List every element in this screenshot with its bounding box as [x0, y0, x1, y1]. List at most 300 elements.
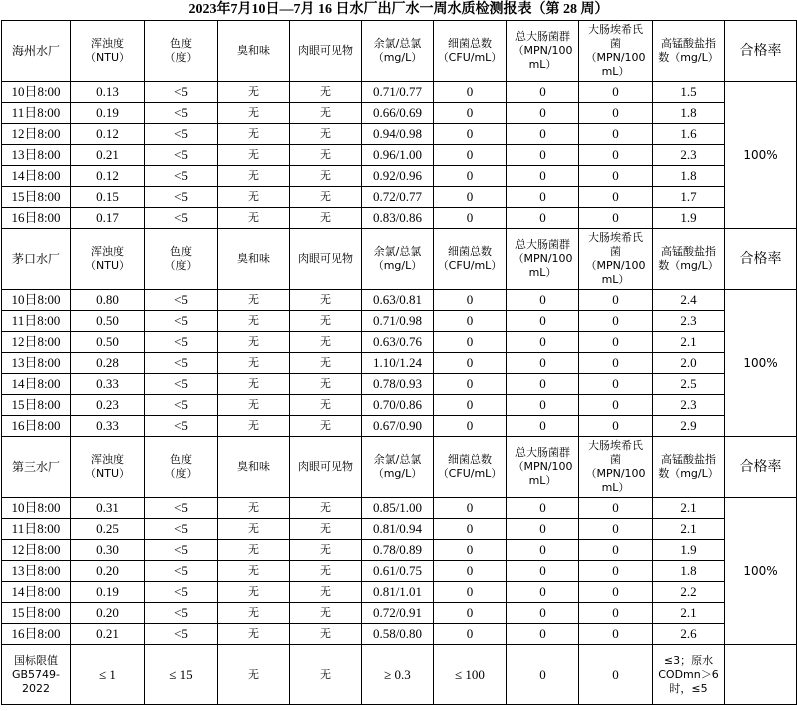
date-cell: 15日8:00 — [2, 603, 71, 624]
cell-coliform: 0 — [507, 416, 579, 437]
line: （MPN/100 — [512, 252, 573, 265]
cell-ecoli: 0 — [579, 208, 653, 229]
cell-visible: 无 — [290, 374, 362, 395]
cell-permanganate: 1.8 — [653, 561, 725, 582]
cell-odor: 无 — [218, 519, 290, 540]
table-row — [2, 145, 797, 166]
cell-color: <5 — [145, 145, 218, 166]
cell-color: <5 — [145, 519, 218, 540]
cell-permanganate: 1.8 — [653, 103, 725, 124]
cell-coliform: 0 — [507, 353, 579, 374]
cell-turbidity: 0.33 — [71, 374, 145, 395]
cell-chlorine: 0.63/0.81 — [362, 290, 434, 311]
cell-odor: 无 — [218, 187, 290, 208]
date-cell: 16日8:00 — [2, 416, 71, 437]
cell-permanganate: 1.7 — [653, 187, 725, 208]
water-quality-table — [1, 20, 797, 705]
cell-ecoli: 0 — [579, 374, 653, 395]
table-row — [2, 582, 797, 603]
cell-turbidity: 0.12 — [71, 124, 145, 145]
cell-visible: 无 — [290, 498, 362, 519]
cell-bacteria: 0 — [434, 519, 507, 540]
table-row — [2, 332, 797, 353]
cell-ecoli: 0 — [579, 603, 653, 624]
cell-chlorine: 0.81/0.94 — [362, 519, 434, 540]
header-permanganate — [653, 437, 725, 498]
cell-ecoli: 0 — [579, 332, 653, 353]
line: （CFU/mL） — [437, 467, 503, 480]
line: 大肠埃希氏 — [588, 439, 643, 452]
line: 色度 — [170, 245, 192, 258]
header-total-coliform — [507, 437, 579, 498]
standard-visible: 无 — [290, 645, 362, 705]
cell-visible: 无 — [290, 540, 362, 561]
cell-turbidity: 0.20 — [71, 603, 145, 624]
table-row — [2, 124, 797, 145]
header-color — [145, 437, 218, 498]
line: （度） — [164, 467, 198, 480]
line: 总大肠菌群 — [515, 446, 570, 459]
pass-rate-value: 100% — [725, 498, 797, 645]
cell-permanganate: 2.2 — [653, 582, 725, 603]
cell-coliform: 0 — [507, 603, 579, 624]
header-color — [145, 229, 218, 290]
standard-odor: 无 — [218, 645, 290, 705]
date-cell: 13日8:00 — [2, 561, 71, 582]
table-row — [2, 561, 797, 582]
cell-visible: 无 — [290, 208, 362, 229]
cell-bacteria: 0 — [434, 208, 507, 229]
header-color — [145, 21, 218, 82]
cell-chlorine: 0.78/0.93 — [362, 374, 434, 395]
cell-ecoli: 0 — [579, 166, 653, 187]
date-cell: 10日8:00 — [2, 82, 71, 103]
cell-visible: 无 — [290, 187, 362, 208]
line: 数（mg/L） — [658, 467, 719, 480]
table-row — [2, 374, 797, 395]
cell-bacteria: 0 — [434, 395, 507, 416]
table-row — [2, 395, 797, 416]
cell-chlorine: 0.96/1.00 — [362, 145, 434, 166]
cell-bacteria: 0 — [434, 332, 507, 353]
table-row — [2, 187, 797, 208]
plant-header-row — [2, 229, 797, 290]
cell-bacteria: 0 — [434, 561, 507, 582]
line: 细菌总数 — [448, 37, 492, 50]
cell-ecoli: 0 — [579, 561, 653, 582]
cell-chlorine: 0.72/0.91 — [362, 603, 434, 624]
standard-coliform: 0 — [507, 645, 579, 705]
line: 高锰酸盐指 — [661, 37, 716, 50]
date-cell: 11日8:00 — [2, 103, 71, 124]
line: 余氯/总氯 — [373, 453, 422, 466]
plant-name: 第三水厂 — [2, 437, 71, 498]
cell-permanganate: 1.9 — [653, 540, 725, 561]
cell-turbidity: 0.30 — [71, 540, 145, 561]
line: mL） — [601, 481, 630, 494]
standard-permanganate — [653, 645, 725, 705]
table-row — [2, 208, 797, 229]
cell-odor: 无 — [218, 416, 290, 437]
date-cell: 15日8:00 — [2, 395, 71, 416]
cell-chlorine: 0.66/0.69 — [362, 103, 434, 124]
cell-chlorine: 0.72/0.77 — [362, 187, 434, 208]
line: 大肠埃希氏 — [588, 23, 643, 36]
cell-odor: 无 — [218, 582, 290, 603]
cell-ecoli: 0 — [579, 145, 653, 166]
cell-bacteria: 0 — [434, 540, 507, 561]
table-row — [2, 540, 797, 561]
cell-coliform: 0 — [507, 498, 579, 519]
cell-coliform: 0 — [507, 395, 579, 416]
cell-visible: 无 — [290, 166, 362, 187]
header-odor: 臭和味 — [218, 437, 290, 498]
table-row — [2, 311, 797, 332]
cell-turbidity: 0.13 — [71, 82, 145, 103]
header-odor: 臭和味 — [218, 229, 290, 290]
standard-chlorine: ≥ 0.3 — [362, 645, 434, 705]
cell-permanganate: 2.0 — [653, 353, 725, 374]
cell-odor: 无 — [218, 603, 290, 624]
table-row — [2, 519, 797, 540]
line: （mg/L） — [372, 259, 423, 272]
cell-color: <5 — [145, 624, 218, 645]
header-bacteria — [434, 437, 507, 498]
date-cell: 13日8:00 — [2, 145, 71, 166]
cell-coliform: 0 — [507, 290, 579, 311]
cell-coliform: 0 — [507, 332, 579, 353]
cell-ecoli: 0 — [579, 124, 653, 145]
cell-turbidity: 0.80 — [71, 290, 145, 311]
cell-permanganate: 1.6 — [653, 124, 725, 145]
cell-permanganate: 1.9 — [653, 208, 725, 229]
cell-ecoli: 0 — [579, 82, 653, 103]
cell-chlorine: 0.83/0.86 — [362, 208, 434, 229]
line: 细菌总数 — [448, 453, 492, 466]
cell-color: <5 — [145, 582, 218, 603]
cell-ecoli: 0 — [579, 624, 653, 645]
date-cell: 10日8:00 — [2, 290, 71, 311]
cell-visible: 无 — [290, 395, 362, 416]
cell-permanganate: 2.9 — [653, 416, 725, 437]
cell-odor: 无 — [218, 290, 290, 311]
header-visible-matter: 肉眼可见物 — [290, 437, 362, 498]
cell-turbidity: 0.50 — [71, 332, 145, 353]
line: 国标限值 — [14, 653, 58, 667]
line: （NTU） — [85, 51, 130, 64]
cell-permanganate: 1.8 — [653, 166, 725, 187]
table-row — [2, 82, 797, 103]
cell-ecoli: 0 — [579, 498, 653, 519]
cell-odor: 无 — [218, 124, 290, 145]
cell-ecoli: 0 — [579, 540, 653, 561]
cell-visible: 无 — [290, 353, 362, 374]
line: （MPN/100 — [585, 51, 646, 64]
date-cell: 14日8:00 — [2, 166, 71, 187]
line: mL） — [528, 266, 557, 279]
cell-coliform: 0 — [507, 124, 579, 145]
header-pass-rate: 合格率 — [725, 437, 797, 498]
cell-turbidity: 0.19 — [71, 103, 145, 124]
cell-color: <5 — [145, 540, 218, 561]
cell-coliform: 0 — [507, 103, 579, 124]
cell-coliform: 0 — [507, 208, 579, 229]
line: （MPN/100 — [585, 467, 646, 480]
cell-visible: 无 — [290, 103, 362, 124]
line: （度） — [164, 259, 198, 272]
cell-chlorine: 1.10/1.24 — [362, 353, 434, 374]
header-chlorine — [362, 21, 434, 82]
cell-odor: 无 — [218, 82, 290, 103]
line: （CFU/mL） — [437, 51, 503, 64]
cell-odor: 无 — [218, 166, 290, 187]
cell-color: <5 — [145, 416, 218, 437]
header-ecoli — [579, 21, 653, 82]
cell-permanganate: 2.1 — [653, 519, 725, 540]
table-row — [2, 166, 797, 187]
standard-ecoli: 0 — [579, 645, 653, 705]
header-ecoli — [579, 437, 653, 498]
cell-coliform: 0 — [507, 145, 579, 166]
cell-bacteria: 0 — [434, 582, 507, 603]
plant-header-row — [2, 21, 797, 82]
cell-color: <5 — [145, 374, 218, 395]
cell-odor: 无 — [218, 624, 290, 645]
cell-odor: 无 — [218, 103, 290, 124]
cell-turbidity: 0.23 — [71, 395, 145, 416]
standard-bacteria: ≤ 100 — [434, 645, 507, 705]
cell-turbidity: 0.28 — [71, 353, 145, 374]
cell-ecoli: 0 — [579, 582, 653, 603]
cell-coliform: 0 — [507, 561, 579, 582]
cell-ecoli: 0 — [579, 353, 653, 374]
table-row — [2, 498, 797, 519]
header-ecoli — [579, 229, 653, 290]
line: 浑浊度 — [91, 245, 124, 258]
cell-visible: 无 — [290, 603, 362, 624]
cell-ecoli: 0 — [579, 290, 653, 311]
line: 细菌总数 — [448, 245, 492, 258]
table-row — [2, 290, 797, 311]
date-cell: 10日8:00 — [2, 498, 71, 519]
line: （MPN/100 — [512, 460, 573, 473]
cell-odor: 无 — [218, 561, 290, 582]
cell-color: <5 — [145, 82, 218, 103]
date-cell: 16日8:00 — [2, 624, 71, 645]
cell-chlorine: 0.61/0.75 — [362, 561, 434, 582]
cell-ecoli: 0 — [579, 416, 653, 437]
header-permanganate — [653, 229, 725, 290]
table-row — [2, 103, 797, 124]
line: （NTU） — [85, 259, 130, 272]
table-row — [2, 603, 797, 624]
cell-color: <5 — [145, 124, 218, 145]
header-total-coliform — [507, 229, 579, 290]
cell-color: <5 — [145, 332, 218, 353]
line: 菌 — [610, 37, 621, 50]
date-cell: 14日8:00 — [2, 374, 71, 395]
cell-turbidity: 0.21 — [71, 624, 145, 645]
header-visible-matter: 肉眼可见物 — [290, 21, 362, 82]
line: 色度 — [170, 37, 192, 50]
cell-odor: 无 — [218, 311, 290, 332]
cell-chlorine: 0.70/0.86 — [362, 395, 434, 416]
cell-chlorine: 0.71/0.98 — [362, 311, 434, 332]
cell-color: <5 — [145, 561, 218, 582]
cell-visible: 无 — [290, 124, 362, 145]
cell-turbidity: 0.19 — [71, 582, 145, 603]
cell-coliform: 0 — [507, 540, 579, 561]
cell-turbidity: 0.25 — [71, 519, 145, 540]
cell-visible: 无 — [290, 416, 362, 437]
cell-visible: 无 — [290, 82, 362, 103]
cell-turbidity: 0.17 — [71, 208, 145, 229]
standard-pass-rate — [725, 645, 797, 705]
cell-bacteria: 0 — [434, 103, 507, 124]
cell-odor: 无 — [218, 145, 290, 166]
cell-color: <5 — [145, 395, 218, 416]
line: 菌 — [610, 453, 621, 466]
cell-bacteria: 0 — [434, 187, 507, 208]
cell-bacteria: 0 — [434, 498, 507, 519]
line: （度） — [164, 51, 198, 64]
standard-color: ≤ 15 — [145, 645, 218, 705]
date-cell: 12日8:00 — [2, 332, 71, 353]
header-turbidity — [71, 437, 145, 498]
line: （CFU/mL） — [437, 259, 503, 272]
cell-ecoli: 0 — [579, 103, 653, 124]
cell-permanganate: 2.3 — [653, 311, 725, 332]
cell-color: <5 — [145, 103, 218, 124]
cell-permanganate: 2.3 — [653, 395, 725, 416]
cell-chlorine: 0.58/0.80 — [362, 624, 434, 645]
cell-color: <5 — [145, 166, 218, 187]
header-permanganate — [653, 21, 725, 82]
cell-ecoli: 0 — [579, 311, 653, 332]
plant-name: 茅口水厂 — [2, 229, 71, 290]
line: 大肠埃希氏 — [588, 231, 643, 244]
line: 浑浊度 — [91, 453, 124, 466]
cell-permanganate: 2.6 — [653, 624, 725, 645]
header-pass-rate: 合格率 — [725, 229, 797, 290]
cell-visible: 无 — [290, 582, 362, 603]
cell-turbidity: 0.31 — [71, 498, 145, 519]
cell-bacteria: 0 — [434, 311, 507, 332]
cell-color: <5 — [145, 187, 218, 208]
cell-bacteria: 0 — [434, 603, 507, 624]
cell-ecoli: 0 — [579, 395, 653, 416]
header-total-coliform — [507, 21, 579, 82]
cell-chlorine: 0.78/0.89 — [362, 540, 434, 561]
cell-bacteria: 0 — [434, 124, 507, 145]
line: 总大肠菌群 — [515, 238, 570, 251]
cell-permanganate: 2.4 — [653, 290, 725, 311]
cell-visible: 无 — [290, 290, 362, 311]
date-cell: 11日8:00 — [2, 311, 71, 332]
standard-label — [2, 645, 71, 705]
cell-color: <5 — [145, 498, 218, 519]
table-row — [2, 416, 797, 437]
plant-header-row — [2, 437, 797, 498]
cell-chlorine: 0.71/0.77 — [362, 82, 434, 103]
cell-coliform: 0 — [507, 82, 579, 103]
cell-odor: 无 — [218, 498, 290, 519]
line: 浑浊度 — [91, 37, 124, 50]
cell-chlorine: 0.67/0.90 — [362, 416, 434, 437]
cell-turbidity: 0.15 — [71, 187, 145, 208]
cell-permanganate: 2.1 — [653, 603, 725, 624]
cell-permanganate: 1.5 — [653, 82, 725, 103]
cell-turbidity: 0.50 — [71, 311, 145, 332]
cell-coliform: 0 — [507, 624, 579, 645]
cell-odor: 无 — [218, 540, 290, 561]
cell-bacteria: 0 — [434, 290, 507, 311]
table-row — [2, 624, 797, 645]
line: 菌 — [610, 245, 621, 258]
cell-coliform: 0 — [507, 187, 579, 208]
header-turbidity — [71, 21, 145, 82]
line: mL） — [601, 273, 630, 286]
cell-bacteria: 0 — [434, 353, 507, 374]
cell-coliform: 0 — [507, 374, 579, 395]
cell-coliform: 0 — [507, 311, 579, 332]
cell-chlorine: 0.92/0.96 — [362, 166, 434, 187]
header-chlorine — [362, 229, 434, 290]
date-cell: 16日8:00 — [2, 208, 71, 229]
cell-bacteria: 0 — [434, 166, 507, 187]
date-cell: 15日8:00 — [2, 187, 71, 208]
date-cell: 11日8:00 — [2, 519, 71, 540]
line: 余氯/总氯 — [373, 37, 422, 50]
line: mL） — [528, 474, 557, 487]
header-turbidity — [71, 229, 145, 290]
line: （mg/L） — [372, 51, 423, 64]
cell-color: <5 — [145, 603, 218, 624]
cell-turbidity: 0.12 — [71, 166, 145, 187]
cell-visible: 无 — [290, 145, 362, 166]
cell-visible: 无 — [290, 332, 362, 353]
cell-permanganate: 2.3 — [653, 145, 725, 166]
cell-color: <5 — [145, 290, 218, 311]
line: CODmn＞6 — [658, 667, 719, 681]
cell-bacteria: 0 — [434, 82, 507, 103]
date-cell: 12日8:00 — [2, 124, 71, 145]
cell-ecoli: 0 — [579, 187, 653, 208]
header-visible-matter: 肉眼可见物 — [290, 229, 362, 290]
cell-chlorine: 0.63/0.76 — [362, 332, 434, 353]
header-pass-rate: 合格率 — [725, 21, 797, 82]
line: 总大肠菌群 — [515, 30, 570, 43]
cell-permanganate: 2.5 — [653, 374, 725, 395]
line: 数（mg/L） — [658, 259, 719, 272]
cell-bacteria: 0 — [434, 374, 507, 395]
cell-chlorine: 0.85/1.00 — [362, 498, 434, 519]
cell-odor: 无 — [218, 395, 290, 416]
cell-ecoli: 0 — [579, 519, 653, 540]
line: 色度 — [170, 453, 192, 466]
standard-turbidity: ≤ 1 — [71, 645, 145, 705]
cell-color: <5 — [145, 311, 218, 332]
line: mL） — [601, 65, 630, 78]
cell-odor: 无 — [218, 353, 290, 374]
date-cell: 12日8:00 — [2, 540, 71, 561]
line: 高锰酸盐指 — [661, 453, 716, 466]
pass-rate-value: 100% — [725, 290, 797, 437]
cell-visible: 无 — [290, 311, 362, 332]
line: 余氯/总氯 — [373, 245, 422, 258]
line: GB5749- — [11, 667, 61, 681]
cell-coliform: 0 — [507, 166, 579, 187]
